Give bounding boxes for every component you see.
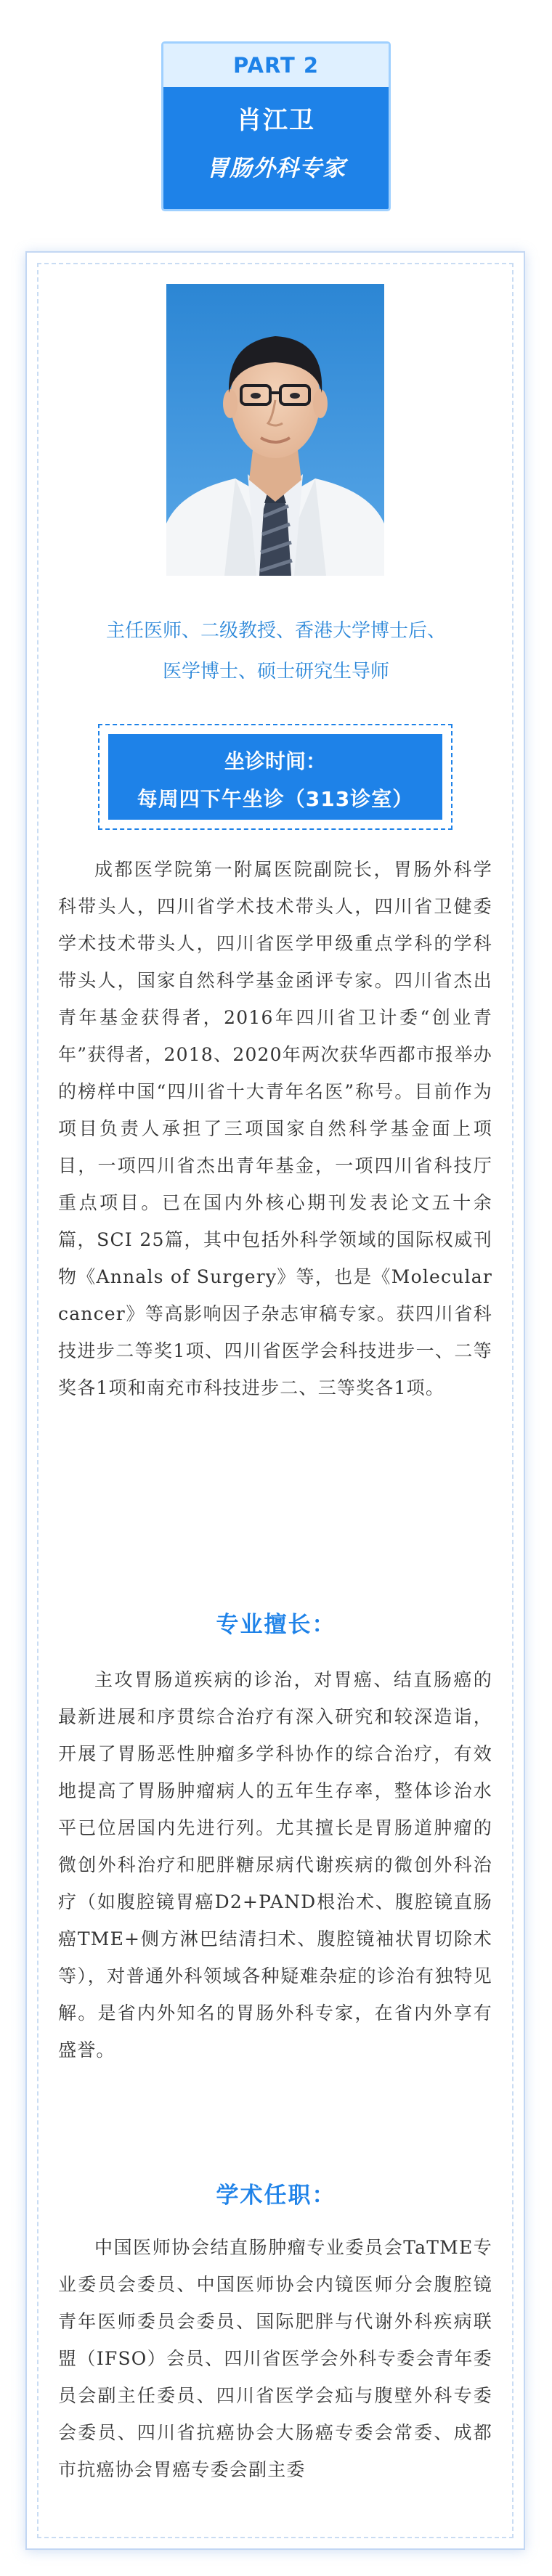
schedule-label: 坐诊时间： [224,749,326,773]
schedule-panel [108,734,442,820]
academic-paragraph: 中国医师协会结直肠肿瘤专业委员会TaTME专业委员会委员、中国医师协会内镜医师分会腹腔镜青年医师委员会委员、国际肥胖与代谢外科疾病联盟（IFSO）会员、四川省医学会外科专委会青年委员会副主任委员、四川省医学会疝与腹壁外科专委会委员、四川省抗癌协会大肠癌专委会常委、成都市抗癌协会胃癌专委会副主委 [58,2237,492,2480]
specialty-paragraph: 主攻胃肠道疾病的诊治，对胃癌、结直肠癌的最新进展和序贯综合治疗有深入研究和较深造诣，开展了胃肠恶性肿瘤多学科协作的综合治疗，有效地提高了胃肠肿瘤病人的五年生存率，整体诊治水平已位居国内先进行列。尤其擅长是胃肠道肿瘤的微创外科治疗和肥胖糖尿病代谢疾病的微创外科治疗（如腹腔镜胃癌D2+PAND根治术、腹腔镜直肠癌TME+侧方淋巴结清扫术、腹腔镜袖状胃切除术等），对普通外科领域各种疑难杂症的诊治有独特见解。是省内外知名的胃肠外科专家，在省内外享有盛誉。 [58,1669,492,2061]
part-label: PART 2 [163,44,389,87]
portrait-icon [166,284,384,576]
schedule-time: 每周四下午坐诊（313诊室） [137,787,414,811]
titles-line-2: 医学博士、硕士研究生导师 [162,661,389,682]
doctor-subtitle: 胃肠外科专家 [206,155,346,182]
academic-heading: 学术任职： [216,2182,336,2209]
doctor-portrait-photo [166,284,384,576]
titles-line-1: 主任医师、二级教授、香港大学博士后、 [105,620,446,642]
header-badge [163,44,389,209]
bio-paragraph: 成都医学院第一附属医院副院长，胃肠外科学科带头人，四川省学术技术带头人，四川省卫健委学术技术带头人，四川省医学甲级重点学科的学科带头人，国家自然科学基金函评专家。四川省杰出青年基金获得者，2016年四川省卫计委“创业青年”获得者，2018、2020年两次获华西都市报举办的榜样中国“四川省十大青年名医”称号。目前作为项目负责人承担了三项国家自然科学基金面上项目，一项四川省杰出青年基金，一项四川省科技厅重点项目。已在国内外核心期刊发表论文五十余篇，SCI 25篇，其中包括外科学领域的国际权威刊物《Annals of Surgery》等，也是《Molecular cancer》等高影响因子杂志审稿专家。获四川省科技进步二等奖1项、四川省医学会科技进步一、二等奖各1项和南充市科技进步二、三等奖各1项。 [58,859,492,1398]
specialty-heading: 专业擅长： [216,1612,336,1638]
schedule-box [98,724,452,830]
doctor-name: 肖江卫 [237,106,315,135]
